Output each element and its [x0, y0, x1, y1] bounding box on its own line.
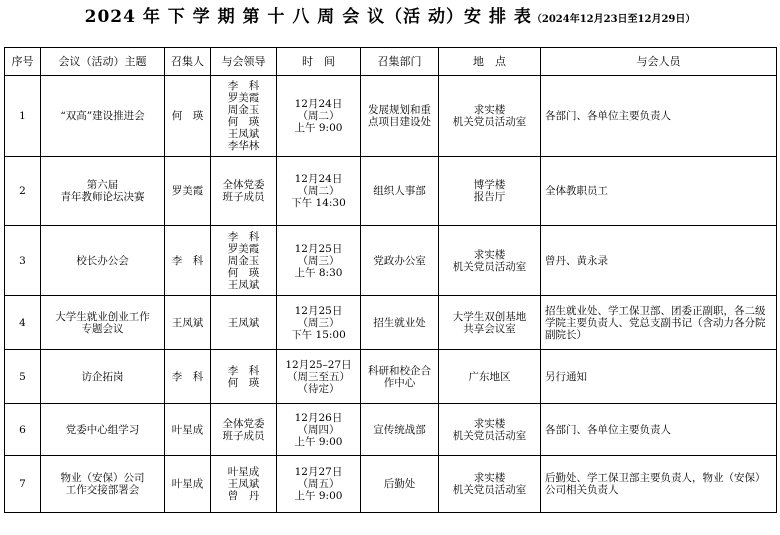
- header-topic: 会议（活动）主题: [41, 48, 165, 76]
- cell-leaders: [211, 404, 277, 456]
- cell-place: [439, 350, 541, 404]
- cell-time-line: 12月24日: [294, 173, 343, 185]
- header-row: [5, 48, 777, 76]
- cell-convener: 李 科: [165, 226, 211, 296]
- cell-leaders-line: 李 科: [227, 230, 260, 243]
- cell-time-line: 上午 9:00: [294, 122, 343, 134]
- cell-convener: 王凤斌: [165, 296, 211, 350]
- cell-time-line: 12月26日: [294, 411, 343, 424]
- cell-time-line: 下午 14:30: [291, 197, 346, 209]
- cell-topic: [41, 456, 165, 513]
- cell-leaders-line: 何 瑛: [227, 266, 260, 279]
- cell-attendees: 后勤处、学工保卫部主要负责人，物业（安保）公司相关负责人: [541, 456, 777, 513]
- cell-topic: [41, 296, 165, 350]
- cell-attendees: 招生就业处、学工保卫部、团委正副职，各二级学院主要负责人、党总支副书记（含动力各分院副院长）: [541, 296, 777, 350]
- cell-time-line: 上午 8:30: [294, 266, 343, 279]
- cell-leaders: [211, 76, 277, 157]
- cell-topic-line: 党委中心组学习: [65, 423, 140, 436]
- header-attendees: 与会人员: [541, 48, 777, 76]
- cell-leaders-line: 周金玉: [227, 254, 260, 267]
- cell-convener: 何 瑛: [165, 76, 211, 157]
- header-time: 时 间: [277, 48, 361, 76]
- cell-place: [439, 296, 541, 350]
- cell-topic-line: 校长办公会: [76, 254, 129, 267]
- cell-dept-line: 党政办公室: [373, 254, 426, 267]
- cell-topic: [41, 226, 165, 296]
- cell-convener: 叶星成: [165, 404, 211, 456]
- cell-topic: [41, 76, 165, 157]
- cell-place: [439, 157, 541, 226]
- table-row: [5, 350, 777, 404]
- page-title: [0, 0, 780, 36]
- cell-dept: [361, 404, 439, 456]
- header-dept: 召集部门: [361, 48, 439, 76]
- cell-place: [439, 226, 541, 296]
- cell-place-line: 博学楼: [473, 179, 506, 191]
- cell-dept-line: 招生就业处: [373, 316, 426, 329]
- cell-dept-line: 点项目建设处: [368, 116, 431, 128]
- header-no: 序号: [5, 48, 41, 76]
- cell-leaders-line: 王凤斌: [227, 316, 260, 329]
- cell-attendees: 各部门、各单位主要负责人: [541, 76, 777, 157]
- header-convener: 召集人: [165, 48, 211, 76]
- cell-time-line: （周二）: [297, 185, 340, 197]
- table-row: [5, 76, 777, 157]
- cell-convener: 李 科: [165, 350, 211, 404]
- cell-dept: [361, 76, 439, 157]
- cell-time-line: （周五）: [297, 478, 340, 490]
- table-row: [5, 226, 777, 296]
- cell-no: 1: [5, 76, 41, 157]
- cell-time: [277, 456, 361, 513]
- cell-topic-line: 工作交接部署会: [65, 484, 140, 496]
- cell-leaders: [211, 157, 277, 226]
- cell-topic: [41, 350, 165, 404]
- cell-leaders-line: 何 瑛: [227, 376, 260, 389]
- cell-place-line: 报告厅: [473, 191, 506, 203]
- cell-topic-line: 访企拓岗: [81, 370, 124, 383]
- cell-time-line: 12月25日: [294, 304, 343, 317]
- cell-topic-line: 物业（安保）公司: [60, 472, 145, 484]
- cell-convener: 叶星成: [165, 456, 211, 513]
- cell-place-line: 求实楼: [473, 104, 506, 116]
- cell-time-line: （待定）: [297, 382, 340, 395]
- cell-dept: [361, 296, 439, 350]
- cell-dept-line: 科研和校企合: [368, 364, 431, 377]
- cell-place: [439, 456, 541, 513]
- cell-place-line: 机关党员活动室: [452, 116, 527, 128]
- cell-leaders-line: 叶星成: [227, 466, 260, 478]
- cell-leaders-line: 罗美霞: [227, 92, 260, 104]
- cell-time-line: （周三至五）: [287, 370, 350, 383]
- cell-time-line: （周二）: [297, 110, 340, 122]
- cell-leaders-line: 李华林: [227, 140, 260, 152]
- cell-time-line: （周四）: [297, 423, 340, 436]
- cell-topic-line: 大学生就业创业工作: [55, 310, 150, 323]
- cell-dept-line: 作中心: [383, 376, 416, 389]
- cell-dept: [361, 226, 439, 296]
- table-row: [5, 456, 777, 513]
- cell-topic: [41, 404, 165, 456]
- cell-time: [277, 226, 361, 296]
- cell-attendees: 曾丹、黄永录: [541, 226, 777, 296]
- cell-attendees: 全体教职员工: [541, 157, 777, 226]
- cell-dept: [361, 350, 439, 404]
- cell-dept: [361, 157, 439, 226]
- cell-leaders: [211, 226, 277, 296]
- cell-leaders-line: 班子成员: [222, 191, 265, 203]
- cell-time-line: 12月24日: [294, 98, 343, 110]
- cell-no: 4: [5, 296, 41, 350]
- title-date-range: （2024年12月23日至12月29日）: [531, 14, 696, 25]
- cell-place-line: 求实楼: [473, 417, 506, 430]
- cell-leaders-line: 李 科: [227, 80, 260, 92]
- cell-topic-line: 专题会议: [81, 322, 124, 335]
- cell-no: 3: [5, 226, 41, 296]
- cell-leaders-line: 何 瑛: [227, 116, 260, 128]
- cell-leaders-line: 曾 丹: [227, 490, 260, 502]
- cell-leaders-line: 王凤斌: [227, 478, 260, 490]
- cell-leaders-line: 班子成员: [222, 429, 265, 442]
- cell-place-line: 求实楼: [473, 248, 506, 261]
- table-row: [5, 404, 777, 456]
- title-main: 2024 年 下 学 期 第 十 八 周 会 议（活 动）安 排 表: [84, 7, 532, 27]
- cell-convener: 罗美霞: [165, 157, 211, 226]
- cell-dept-line: 组织人事部: [373, 185, 426, 197]
- cell-place-line: 求实楼: [473, 472, 506, 484]
- cell-attendees: 另行通知: [541, 350, 777, 404]
- cell-leaders-line: 全体党委: [222, 417, 265, 430]
- cell-no: 5: [5, 350, 41, 404]
- cell-dept-line: 后勤处: [383, 478, 416, 490]
- cell-dept-line: 发展规划和重: [368, 104, 431, 116]
- cell-leaders-line: 李 科: [227, 364, 260, 377]
- table-row: [5, 296, 777, 350]
- cell-place: [439, 404, 541, 456]
- cell-topic-line: 第六届: [86, 179, 119, 191]
- cell-no: 6: [5, 404, 41, 456]
- cell-place-line: 机关党员活动室: [452, 429, 527, 442]
- header-place: 地 点: [439, 48, 541, 76]
- cell-place-line: 机关党员活动室: [452, 260, 527, 273]
- cell-time-line: 12月25日: [294, 242, 343, 255]
- cell-no: 2: [5, 157, 41, 226]
- cell-time: [277, 404, 361, 456]
- cell-time: [277, 76, 361, 157]
- cell-time-line: 12月25–27日: [285, 358, 352, 371]
- cell-time: [277, 350, 361, 404]
- cell-place: [439, 76, 541, 157]
- cell-topic-line: 青年教师论坛决赛: [60, 191, 145, 203]
- cell-time: [277, 157, 361, 226]
- cell-place-line: 共享会议室: [463, 322, 516, 335]
- cell-no: 7: [5, 456, 41, 513]
- cell-leaders-line: 全体党委: [222, 179, 265, 191]
- cell-topic-line: “双高”建设推进会: [60, 110, 145, 122]
- cell-place-line: 机关党员活动室: [452, 484, 527, 496]
- cell-leaders-line: 王凤斌: [227, 278, 260, 291]
- cell-place-line: 大学生双创基地: [452, 310, 527, 323]
- cell-topic: [41, 157, 165, 226]
- cell-time-line: （周三）: [297, 254, 340, 267]
- header-leaders: 与会领导: [211, 48, 277, 76]
- cell-leaders: [211, 296, 277, 350]
- cell-place-line: 广东地区: [468, 370, 511, 383]
- cell-time-line: （周三）: [297, 316, 340, 329]
- cell-time: [277, 296, 361, 350]
- cell-leaders-line: 王凤斌: [227, 128, 260, 140]
- cell-leaders-line: 罗美霞: [227, 242, 260, 255]
- cell-dept: [361, 456, 439, 513]
- cell-time-line: 下午 15:00: [291, 328, 346, 341]
- table-row: [5, 157, 777, 226]
- cell-leaders: [211, 456, 277, 513]
- cell-time-line: 12月27日: [294, 466, 343, 478]
- cell-attendees: 各部门、各单位主要负责人: [541, 404, 777, 456]
- schedule-table: [4, 47, 777, 513]
- cell-time-line: 上午 9:00: [294, 490, 343, 502]
- cell-leaders-line: 周金玉: [227, 104, 260, 116]
- cell-time-line: 上午 9:00: [294, 435, 343, 448]
- cell-dept-line: 宣传统战部: [373, 423, 426, 436]
- cell-leaders: [211, 350, 277, 404]
